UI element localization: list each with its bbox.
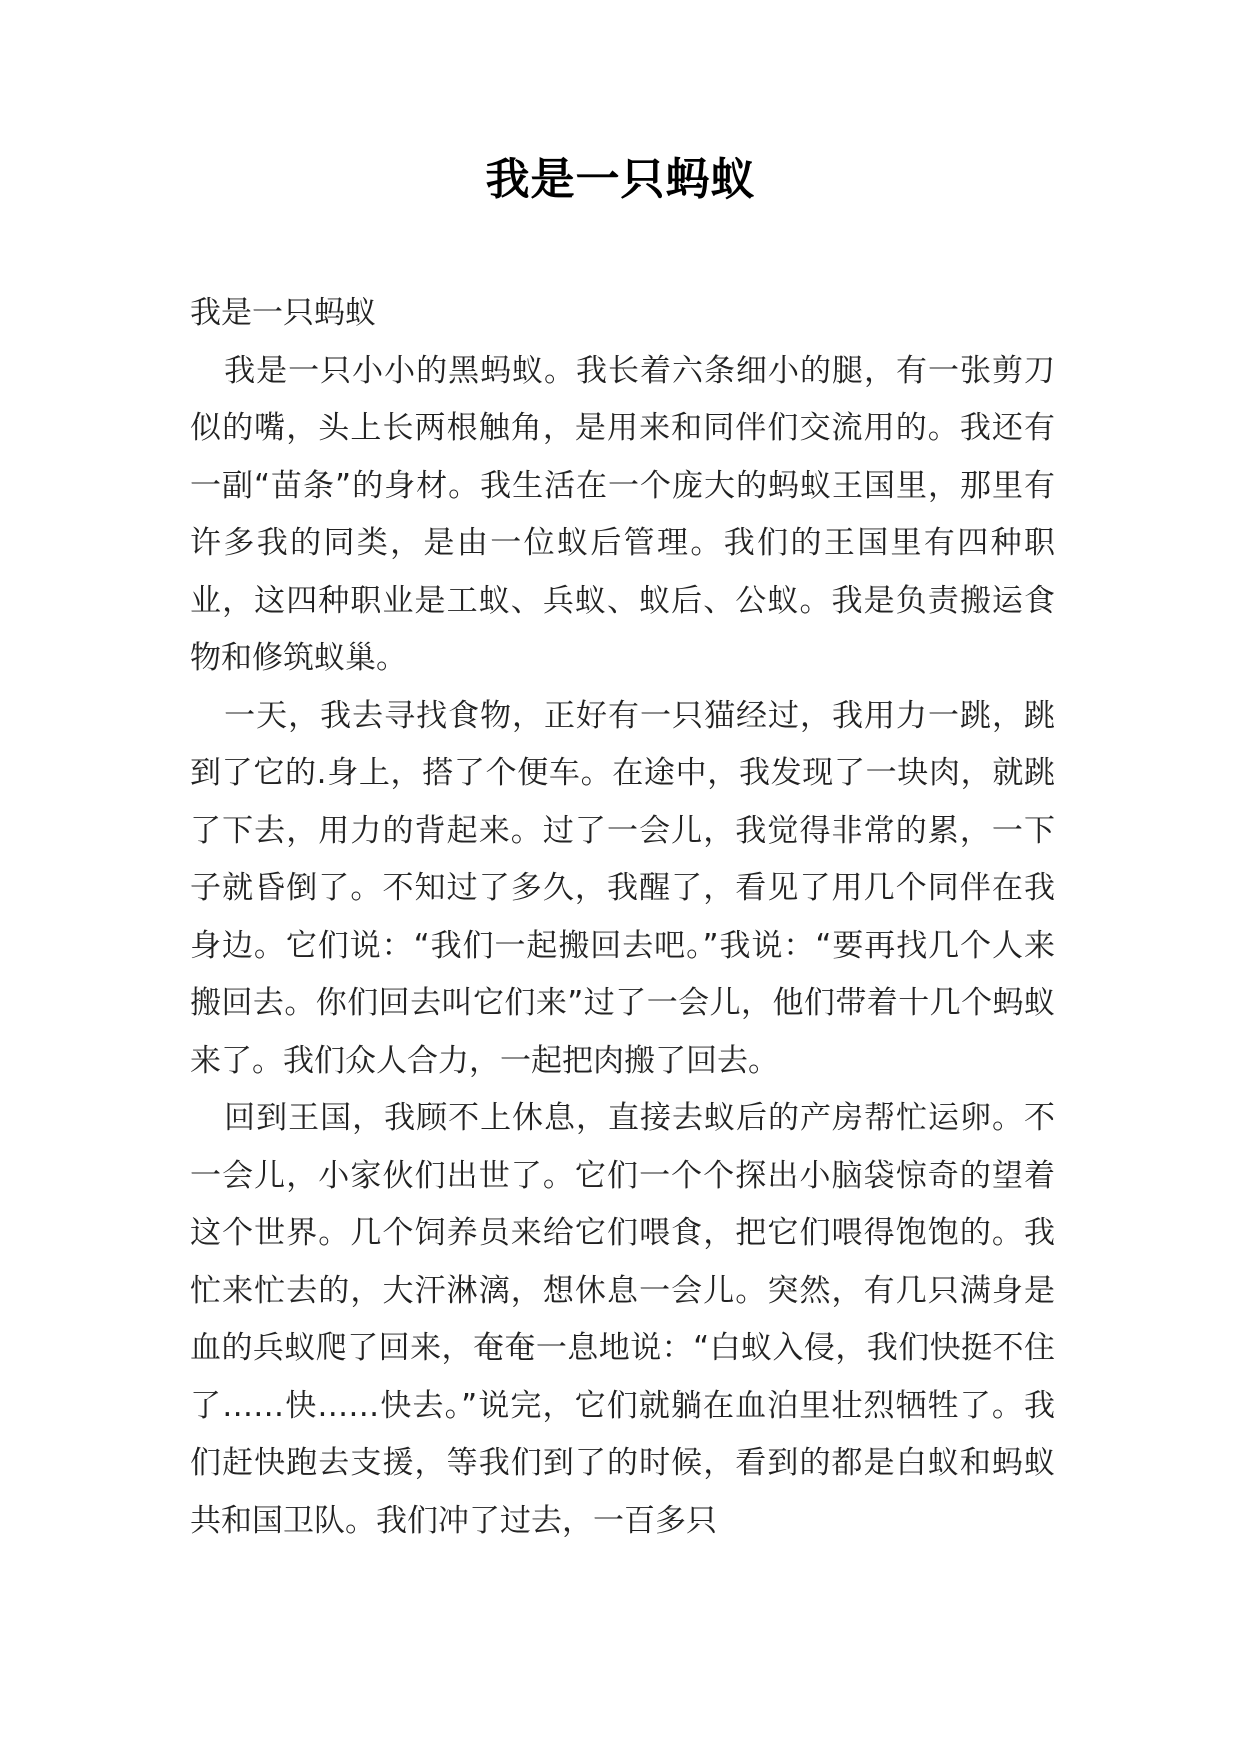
paragraph-3: 回到王国，我顾不上休息，直接去蚁后的产房帮忙运卵。不一会儿，小家伙们出世了。它们一个个探出小脑袋惊奇的望着这个世界。几个饲养员来给它们喂食，把它们喂得饱饱的。我忙来忙去的，大汗淋漓，想休息一会儿。突然，有几只满身是血的兵蚁爬了回来，奄奄一息地说：“白蚁入侵，我们快挺不住了……快……快去。”说完，它们就躺在血泊里壮烈牺牲了。我们赶快跑去支援，等我们到了的时候，看到的都是白蚁和蚂蚁共和国卫队。我们冲了过去，一百多只 — [190, 1100, 1055, 1539]
document-title: 我是一只蚂蚁 — [485, 154, 756, 205]
paragraph-2: 一天，我去寻找食物，正好有一只猫经过，我用力一跳，跳到了它的.身上，搭了个便车。在途中，我发现了一块肉，就跳了下去，用力的背起来。过了一会儿，我觉得非常的累，一下子就昏倒了。不知过了多久，我醒了，看见了用几个同伴在我身边。它们说：“我们一起搬回去吧。”我说：“要再找几个人来搬回去。你们回去叫它们来”过了一会儿，他们带着十几个蚂蚁来了。我们众人合力，一起把肉搬了回去。 — [190, 697, 1055, 1079]
paragraph-1: 我是一只小小的黑蚂蚁。我长着六条细小的腿，有一张剪刀似的嘴，头上长两根触角，是用来和同伴们交流用的。我还有一副“苗条”的身材。我生活在一个庞大的蚂蚁王国里，那里有许多我的同类，是由一位蚁后管理。我们的王国里有四种职业，这四种职业是工蚁、兵蚁、蚁后、公蚁。我是负责搬运食物和修筑蚁巢。 — [190, 352, 1055, 676]
document-body — [190, 285, 1055, 1550]
document-subtitle: 我是一只蚂蚁 — [190, 295, 376, 331]
